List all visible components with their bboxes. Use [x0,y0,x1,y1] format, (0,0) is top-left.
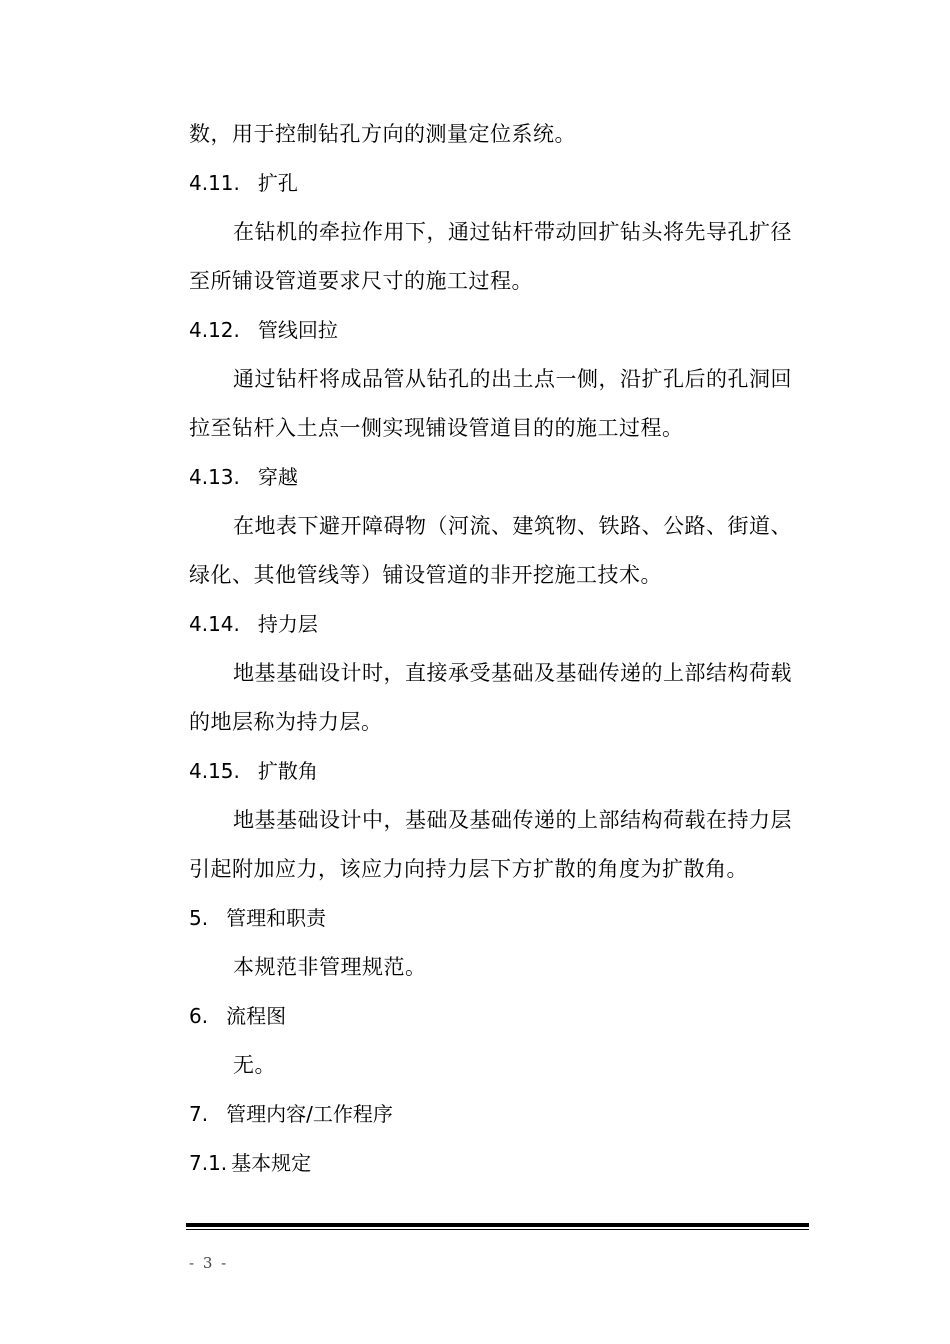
section-number: 6. [189,1004,209,1028]
section-title: 管理内容/工作程序 [226,1102,393,1126]
body-text-line: 引起附加应力，该应力向持力层下方扩散的角度为扩散角。 [189,857,748,881]
body-text-line: 无。 [233,1053,276,1077]
section-number: 7. [189,1102,209,1126]
section-title: 管线回拉 [257,318,338,342]
section-title: 持力层 [257,612,318,636]
section-title: 扩散角 [257,759,318,783]
section-title: 扩孔 [257,171,298,195]
section-heading-4-12 [189,315,809,345]
section-heading-5 [189,903,809,933]
body-text-line: 的地层称为持力层。 [189,710,383,734]
body-text-line: 地基基础设计中，基础及基础传递的上部结构荷载在持力层 [233,808,792,832]
section-title: 穿越 [257,465,298,489]
section-heading-7-1 [189,1148,809,1178]
section-title: 基本规定 [231,1151,312,1175]
body-text-line: 本规范非管理规范。 [233,955,427,979]
section-number: 4.12. [189,318,240,342]
section-title: 流程图 [226,1004,287,1028]
section-number: 4.11. [189,171,240,195]
section-number: 4.13. [189,465,240,489]
section-heading-4-14 [189,609,809,639]
section-title: 管理和职责 [226,906,327,930]
body-text-line: 至所铺设管道要求尺寸的施工过程。 [189,269,533,293]
section-heading-6 [189,1001,809,1031]
body-text-line: 绿化、其他管线等）铺设管道的非开挖施工技术。 [189,563,662,587]
body-text-line: 在地表下避开障碍物（河流、建筑物、铁路、公路、街道、 [233,514,792,538]
section-heading-4-13 [189,462,809,492]
section-heading-4-15 [189,756,809,786]
body-text-line: 数，用于控制钻孔方向的测量定位系统。 [189,122,576,146]
page-number: - 3 - [189,1254,229,1272]
section-heading-4-11 [189,168,809,198]
body-text-line: 通过钻杆将成品管从钻孔的出土点一侧，沿扩孔后的孔洞回 [233,367,792,391]
body-text-line: 拉至钻杆入土点一侧实现铺设管道目的的施工过程。 [189,416,684,440]
footer-rule-thin [186,1229,809,1230]
section-number: 4.15. [189,759,240,783]
section-heading-7 [189,1099,809,1129]
body-text-line: 地基基础设计时，直接承受基础及基础传递的上部结构荷载 [233,661,792,685]
section-number: 5. [189,906,209,930]
footer-rule-thick [186,1223,809,1227]
body-text-line: 在钻机的牵拉作用下，通过钻杆带动回扩钻头将先导孔扩径 [233,220,792,244]
section-number: 4.14. [189,612,240,636]
section-number: 7.1. [189,1151,228,1175]
